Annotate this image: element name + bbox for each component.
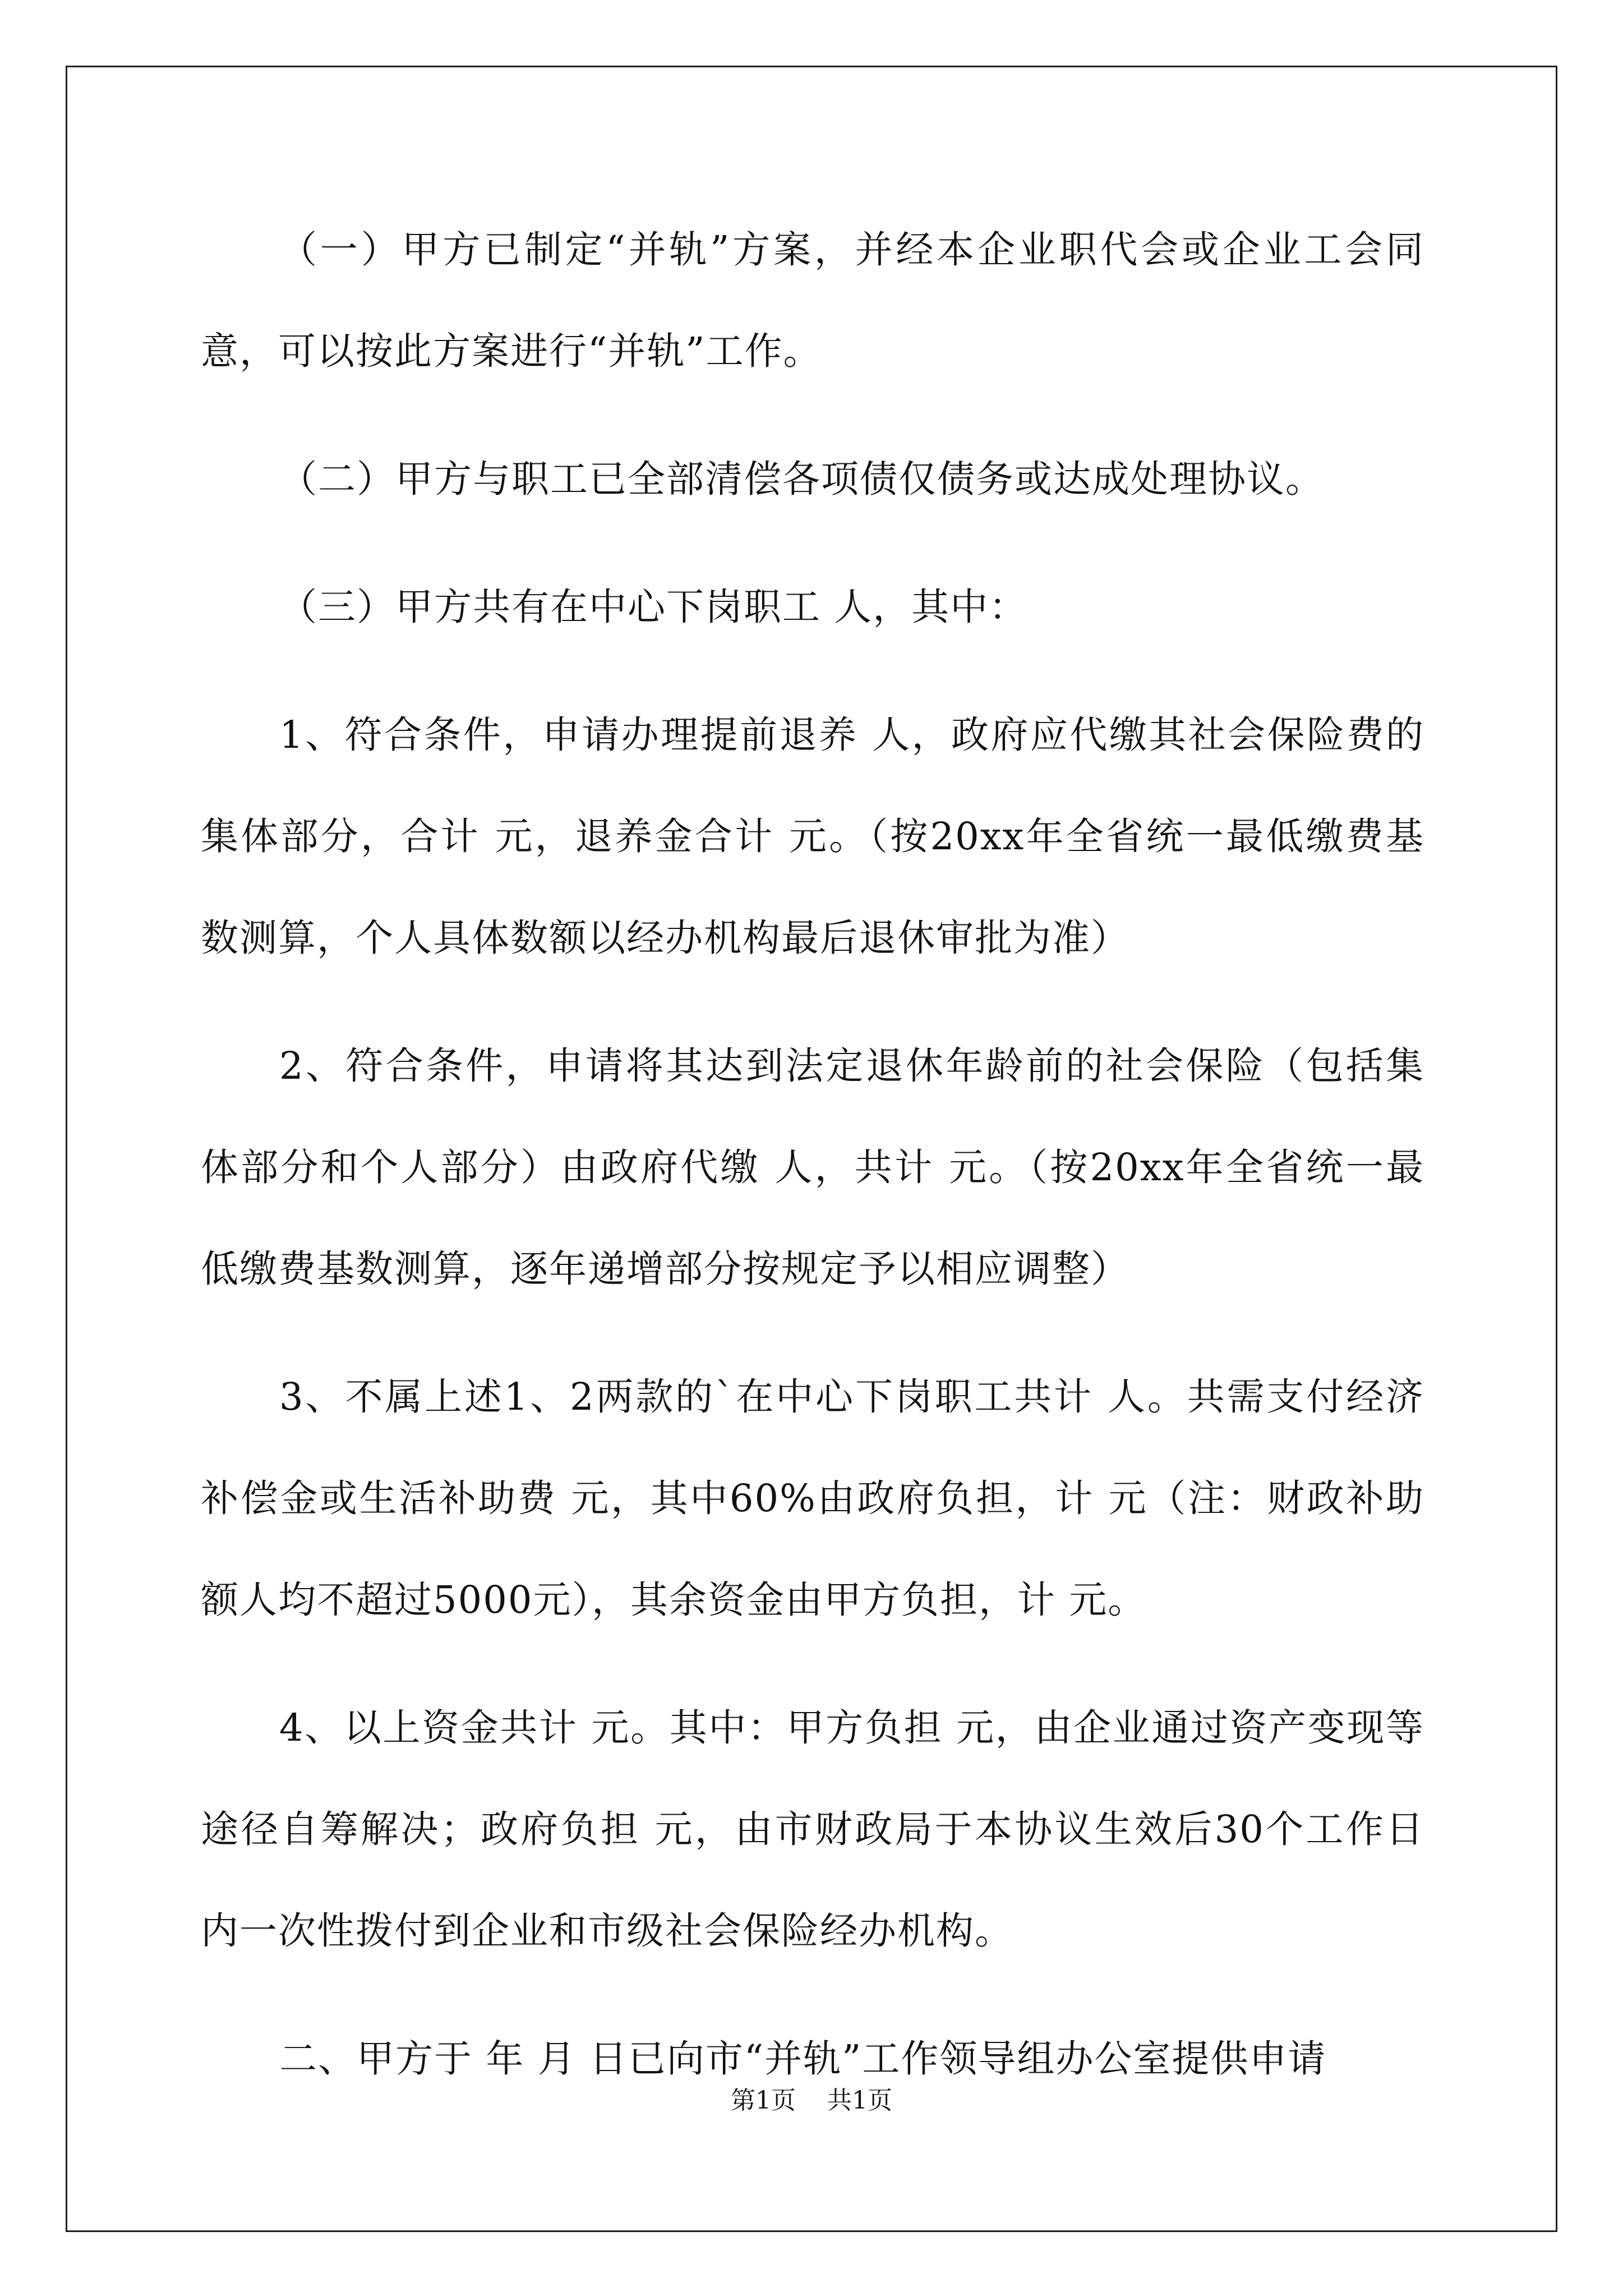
page-total: 共1页 [827,2086,892,2115]
document-body [201,199,1424,2136]
paragraph-3: （三）甲方共有在中心下岗职工 人，其中： [279,585,1028,629]
paragraph-7: 4、以上资金共计 元。其中：甲方负担 元，由企业通过资产变现等途径自筹解决；政府负担 元，由市财政局于本协议生效后30个工作日内一次性拨付到企业和市级社会保险经办机构。 [201,1706,1424,1953]
paragraph-2: （二）甲方与职工已全部清偿各项债仅债务或达成处理协议。 [279,457,1324,501]
page-footer [0,2084,1623,2118]
paragraph-8: 二、甲方于 年 月 日已向市“并轨”工作领导组办公室提供申请 [279,2037,1327,2081]
page-number: 第1页 [731,2086,796,2115]
paragraph-6: 3、不属上述1、2两款的`在中心下岗职工共计 人。共需支付经济补偿金或生活补助费 元，其中60%由政府负担，计 元（注：财政补助额人均不超过5000元），其余资金由甲方负担，计 元。 [201,1375,1424,1622]
paragraph-1: （一）甲方已制定“并轨”方案，并经本企业职代会或企业工会同意，可以按此方案进行“并轨”工作。 [201,228,1424,373]
paragraph-4: 1、符合条件，申请办理提前退养 人，政府应代缴其社会保险费的集体部分，合计 元，退养金合计 元。（按20xx年全省统一最低缴费基数测算，个人具体数额以经办机构最后退休审批为准） [201,713,1424,960]
paragraph-5: 2、符合条件，申请将其达到法定退休年龄前的社会保险（包括集体部分和个人部分）由政府代缴 人，共计 元。（按20xx年全省统一最低缴费基数测算，逐年递增部分按规定予以相应调整） [201,1044,1424,1291]
